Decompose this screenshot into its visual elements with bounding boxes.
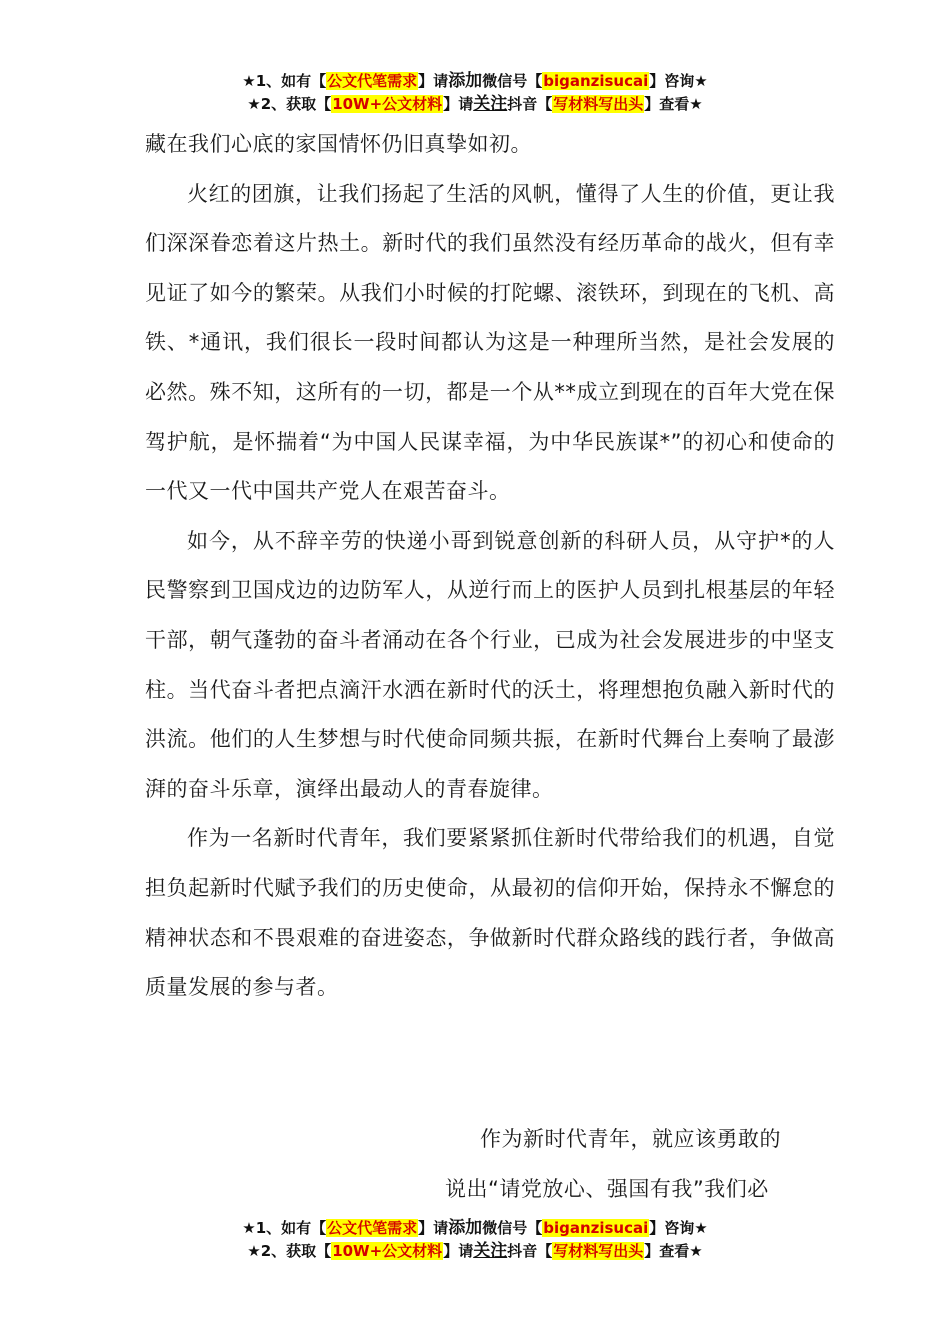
star-icon: ★ [242,72,256,90]
paragraph-3: 如今，从不辞辛劳的快递小哥到锐意创新的科研人员，从守护*的人民警察到卫国戍边的边防军人，从逆行而上的医护人员到扎根基层的年轻干部，朝气蓬勃的奋斗者涌动在各个行业，已成为社会发展进步的中坚支柱。当代奋斗者把点滴汗水洒在新时代的沃土，将理想抱负融入新时代的洪流。他们的人生梦想与时代使命同频共振，在新时代舞台上奏响了最澎湃的奋斗乐章，演绎出最动人的青春旋律。 [145,528,835,801]
closing-line-2: 说出“请党放心、强国有我”我们必 [445,1177,769,1201]
header-promo-banner [0,70,950,116]
paragraph-2: 火红的团旗，让我们扬起了生活的风帆，懂得了人生的价值，更让我们深深眷恋着这片热土。新时代的我们虽然没有经历革命的战火，但有幸见证了如今的繁荣。从我们小时候的打陀螺、滚铁环，到现在的飞机、高铁、*通讯，我们很长一段时间都认为这是一种理所当然，是社会发展的必然。殊不知，这所有的一切，都是一个从**成立到现在的百年大党在保驾护航，是怀揣着“为中国人民谋幸福，为中华民族谋*”的初心和使命的一代又一代中国共产党人在艰苦奋斗。 [145,181,835,504]
paragraph-1: 藏在我们心底的家国情怀仍旧真挚如初。 [145,132,532,156]
footer-promo-banner [0,1217,950,1263]
highlight-wechat-id: biganzisucai [543,72,649,90]
highlight-wechat-id: biganzisucai [543,1219,649,1237]
highlight-service: 公文代笔需求 [327,72,418,90]
promo-line-2: ★2、获取【10W+公文材料】请关注抖音【写材料写出头】查看★ [247,94,703,114]
star-icon: ★ [247,1242,261,1260]
document-body [145,120,835,1013]
highlight-materials: 10W+公文材料 [332,1242,443,1260]
highlight-douyin-account: 写材料写出头 [553,95,644,113]
promo-line-1: ★1、如有【公文代笔需求】请添加微信号【biganzisucai】咨询★ [242,1218,708,1238]
promo-line-1: ★1、如有【公文代笔需求】请添加微信号【biganzisucai】咨询★ [242,71,708,91]
highlight-materials: 10W+公文材料 [332,95,443,113]
highlight-douyin-account: 写材料写出头 [553,1242,644,1260]
star-icon: ★ [242,1219,256,1237]
star-icon: ★ [247,95,261,113]
closing-line-1: 作为新时代青年，就应该勇敢的 [480,1127,781,1151]
promo-line-2: ★2、获取【10W+公文材料】请关注抖音【写材料写出头】查看★ [247,1241,703,1261]
highlight-service: 公文代笔需求 [327,1219,418,1237]
paragraph-4: 作为一名新时代青年，我们要紧紧抓住新时代带给我们的机遇，自觉担负起新时代赋予我们的历史使命，从最初的信仰开始，保持永不懈怠的精神状态和不畏艰难的奋进姿态，争做新时代群众路线的践行者，争做高质量发展的参与者。 [145,826,835,1000]
